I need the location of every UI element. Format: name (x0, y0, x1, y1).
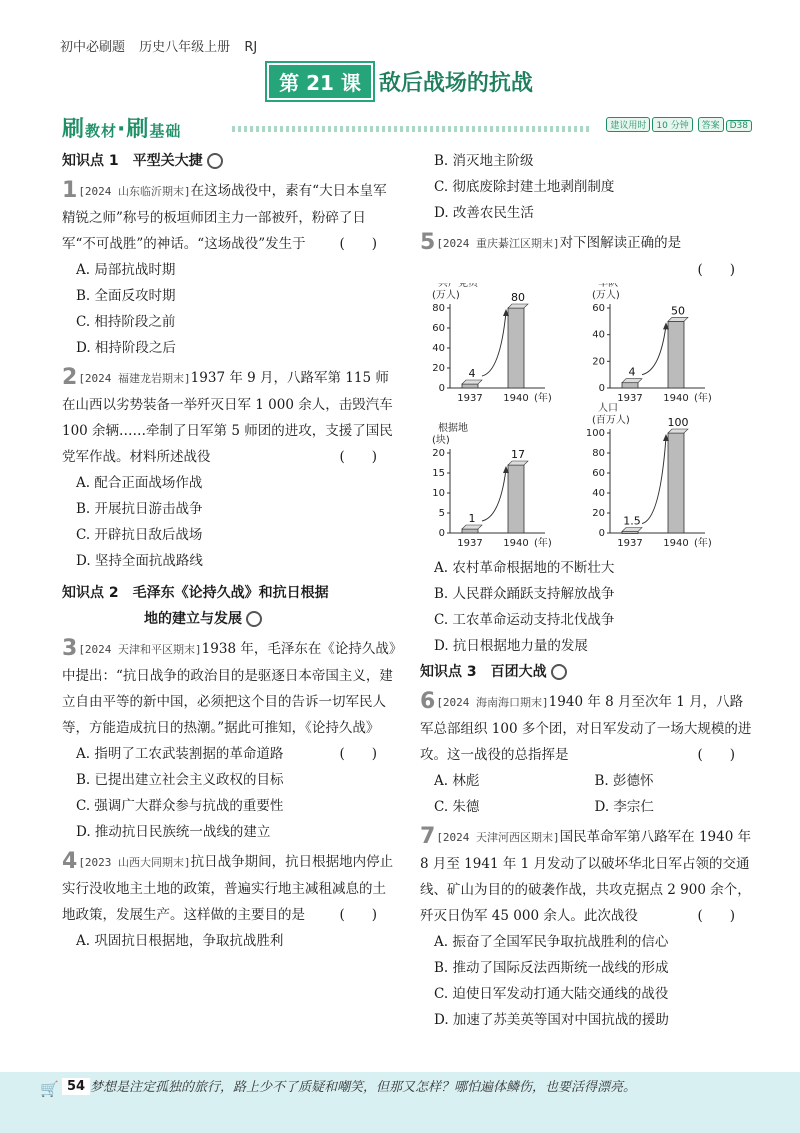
option[interactable]: B. 推动了国际反法西斯统一战线的形成 (434, 960, 669, 976)
option[interactable]: B. 已提出建立社会主义政权的目标 (76, 772, 284, 788)
chart-tick-label: 5 (438, 508, 445, 519)
answer-blank[interactable]: ( ) (697, 262, 735, 278)
question-1: 1[2024 山东临沂期末]在这场战役中，素有“大日本皇军精锐之师”称号的板垣师团主力一部被歼，粉碎了日军“不可战胜”的神话。“这场战役”发生于 ( ) A. 局部抗战时期 B. 全面反攻时期 C. 相持阶段之前 D. 相持阶段之后 (62, 178, 397, 361)
option[interactable]: A. 林彪 (434, 773, 480, 789)
chart-bar-top (508, 461, 528, 465)
chart-category-label: 1937 (617, 393, 643, 404)
chart-data-label: 1 (468, 512, 476, 525)
chart-bar-top (508, 304, 528, 308)
option[interactable]: B. 人民群众踊跃支持解放战争 (434, 586, 615, 602)
chart-category-label: 1937 (457, 393, 483, 404)
option[interactable]: D. 坚持全面抗战路线 (76, 553, 203, 569)
option[interactable]: D. 抗日根据地力量的发展 (434, 638, 588, 654)
question-5: 5[2024 重庆綦江区期末]对下图解读正确的是 ( ) 共产党员 (万人) 0 20 40 60 80 4 1937 80 1940 (年) 军队 (万人) 0 20 40 60 4 1937 50 1940 (年) 根据地 (块) 0 5 10 15 20 1 1937 17 1940 (年) 人口 (百万人) 0 20 40 60 80 100 1.5 1937 100 1940 (年) A. 农村革命根据地的不断壮大 B. 人民群众踊跃支持解放战争 C. 工农革命运动支持北伐战争 D. 抗日根据地力量的发展 (420, 230, 755, 659)
cart-icon: 🛒 (40, 1080, 59, 1098)
option[interactable]: D. 李宗仁 (594, 799, 654, 815)
chart-tick-label: 40 (432, 343, 445, 354)
chart-data-label: 4 (468, 367, 476, 380)
chart-data-label: 17 (511, 448, 525, 461)
chart-ylabel: 共产党员 (438, 283, 478, 289)
chart-ylabel: 根据地 (438, 423, 468, 434)
chart-tick-label: 20 (592, 356, 605, 368)
chart-bar (622, 383, 638, 388)
chart-category-label: 1940 (663, 393, 689, 404)
page-footer (0, 1072, 800, 1133)
question-3: 3[2024 天津和平区期末]1938 年，毛泽东在《论持久战》中提出：“抗日战争的政治目的是驱逐日本帝国主义，建立自由平等的新中国，必须把这个目的告诉一切军民人等，方能造成抗日的热潮。”据此可推知，《论持久战》 ( ) A. 指明了工农武装割据的革命道路 B. 已提出建立社会主义政权的目标 C. 强调广大群众参与抗战的重要性 D. 推动抗日民族统一战线的建立 (62, 636, 397, 845)
chart-data-label: 80 (511, 291, 525, 304)
chart-tick-label: 20 (432, 448, 445, 459)
chart-ylabel-unit: (百万人) (592, 415, 630, 426)
chart-tick-label: 0 (438, 528, 445, 539)
lesson-number: 第 21 课 (267, 63, 373, 100)
chart-tick-label: 20 (592, 508, 605, 519)
chart-ylabel: 军队 (598, 283, 618, 289)
chart-data-label: 4 (628, 365, 636, 379)
book-name: 历史八年级上册 (139, 40, 231, 55)
option[interactable]: A. 配合正面战场作战 (76, 475, 203, 491)
target-icon (207, 153, 223, 169)
banner-divider (232, 126, 592, 132)
option[interactable]: B. 彭德怀 (594, 773, 654, 789)
chart-category-label: 1940 (503, 538, 529, 549)
chart-data-label: 50 (671, 304, 685, 318)
chart-bar-top (462, 525, 482, 529)
answer-blank[interactable]: ( ) (339, 746, 377, 762)
chart-ylabel-unit: (万人) (592, 290, 620, 301)
chart-x-unit: (年) (534, 393, 552, 404)
knowledge-point-3: 知识点 3 百团大战 (420, 659, 755, 685)
chart-x-unit: (年) (534, 538, 552, 549)
target-icon (551, 664, 567, 680)
chart-ylabel: 人口 (598, 403, 618, 414)
chart-tick-label: 0 (598, 383, 605, 394)
chart-tick-label: 20 (432, 363, 445, 374)
question-4: 4[2023 山西大同期末]抗日战争期间，抗日根据地内停止实行没收地主土地的政策，普遍实行地主减租减息的土地政策，发展生产。这样做的主要目的是 ( ) A. 巩固抗日根据地，争取抗战胜利 (62, 849, 397, 954)
option[interactable]: B. 消灭地主阶级 (434, 153, 534, 169)
chart-tick-label: 60 (592, 303, 605, 314)
right-column (420, 148, 755, 1033)
lesson-name: 敌后战场的抗战 (378, 71, 533, 96)
chart-category-label: 1940 (663, 538, 689, 549)
left-column (62, 148, 397, 954)
banner-meta: 建议用时 10 分钟 答案 D38 (604, 117, 752, 132)
knowledge-point-2: 知识点 2 毛泽东《论持久战》和抗日根据 地的建立与发展 (62, 585, 329, 627)
lesson-title (0, 63, 800, 100)
question-2: 2[2024 福建龙岩期末]1937 年 9 月，八路军第 115 师在山西以劣势装备一举歼灭日军 1 000 余人，击毁汽车 100 余辆……牵制了日军第 5 师团的进攻，支援了国民党军作战。材料所述战役 ( ) A. 配合正面战场作战 B. 开展抗日游击战争 C. 开辟抗日敌后战场 D. 坚持全面抗战路线 (62, 365, 397, 574)
option[interactable]: C. 工农革命运动支持北伐战争 (434, 612, 615, 628)
option[interactable]: C. 朱德 (434, 799, 480, 815)
chart-tick-label: 60 (432, 323, 445, 334)
edition: RJ (244, 40, 258, 55)
question-6: 6[2024 海南海口期末]1940 年 8 月至次年 1 月，八路军总部组织 100 多个团，对日军发动了一场大规模的进攻。这一战役的总指挥是 ( ) A. 林彪 B. 彭德怀 C. 朱德 D. 李宗仁 (420, 689, 755, 820)
chart-figure (420, 283, 755, 555)
chart-growth-arrow (642, 325, 666, 374)
chart-bar-top (668, 317, 688, 321)
option[interactable]: B. 开展抗日游击战争 (76, 501, 203, 517)
chart-category-label: 1940 (503, 393, 529, 404)
chart-growth-arrow (482, 469, 506, 521)
chart-bar-top (462, 380, 482, 384)
chart-bar (508, 308, 524, 388)
chart-bar (668, 321, 684, 388)
chart-tick-label: 80 (592, 448, 605, 459)
option[interactable]: A. 指明了工农武装割据的革命道路 (76, 746, 284, 762)
chart-ylabel-unit: (块) (432, 435, 450, 446)
option[interactable]: D. 改善农民生活 (434, 205, 534, 221)
chart-bar (462, 384, 478, 388)
chart-data-label: 100 (667, 416, 689, 429)
target-icon (246, 611, 262, 627)
answer-blank[interactable]: ( ) (339, 236, 377, 252)
chart-category-label: 1937 (457, 538, 483, 549)
option[interactable]: D. 加速了苏美英等国对中国抗战的援助 (434, 1012, 669, 1028)
option-row (420, 794, 755, 820)
question-7: 7[2024 天津河西区期末]国民革命军第八路军在 1940 年 8 月至 1941 年 1 月发动了以破坏华北日军占领的交通线、矿山为目的的破袭作战，共攻克据点 2 900 余个，歼灭日伪军 45 000 余人。此次战役 ( ) A. 振奋了全国军民争取抗战胜利的信心 B. 推动了国际反法西斯统一战线的形成 C. 迫使日军发动打通大陆交通线的战役 D. 加速了苏美英等国对中国抗战的援助 (420, 824, 755, 1033)
answer-blank[interactable]: ( ) (339, 907, 377, 923)
page-number: 54 (62, 1078, 90, 1095)
chart-tick-label: 0 (438, 383, 445, 394)
chart-tick-label: 80 (432, 303, 445, 314)
chart-tick-label: 60 (592, 468, 605, 479)
chart-tick-label: 40 (592, 488, 605, 499)
charts-svg (420, 283, 755, 555)
option-row (420, 768, 755, 794)
chart-tick-label: 15 (432, 468, 445, 479)
option[interactable]: D. 相持阶段之后 (76, 340, 176, 356)
chart-tick-label: 100 (585, 428, 605, 439)
chart-tick-label: 0 (598, 528, 605, 539)
running-header (60, 36, 267, 55)
chart-x-unit: (年) (694, 393, 712, 404)
option[interactable]: A. 局部抗战时期 (76, 262, 176, 278)
chart-bar (508, 465, 524, 533)
series-name: 初中必刷题 (60, 40, 126, 55)
chart-bar (668, 433, 684, 533)
chart-tick-label: 40 (592, 329, 605, 341)
banner-label: 刷教材·刷基础 (62, 117, 182, 142)
option[interactable]: C. 强调广大群众参与抗战的重要性 (76, 798, 284, 814)
chart-x-unit: (年) (694, 538, 712, 549)
answer-blank[interactable]: ( ) (697, 908, 735, 924)
chart-growth-arrow (642, 437, 666, 524)
answer-blank[interactable]: ( ) (339, 449, 377, 465)
option[interactable]: A. 巩固抗日根据地，争取抗战胜利 (76, 933, 284, 949)
chart-tick-label: 10 (432, 488, 445, 499)
chart-bar-top (668, 429, 688, 433)
chart-bar-top (622, 528, 642, 532)
chart-data-label: 1.5 (623, 514, 641, 528)
chart-growth-arrow (482, 312, 506, 376)
option[interactable]: C. 迫使日军发动打通大陆交通线的战役 (434, 986, 669, 1002)
chart-ylabel-unit: (万人) (432, 290, 460, 301)
chart-bar-top (622, 379, 642, 383)
option[interactable]: C. 开辟抗日敌后战场 (76, 527, 203, 543)
option[interactable]: A. 农村革命根据地的不断壮大 (434, 560, 615, 576)
option[interactable]: C. 彻底废除封建土地剥削制度 (434, 179, 615, 195)
chart-bar (462, 529, 478, 533)
section-banner (62, 112, 752, 142)
chart-category-label: 1937 (617, 538, 643, 549)
answer-blank[interactable]: ( ) (697, 747, 735, 763)
option[interactable]: A. 振奋了全国军民争取抗战胜利的信心 (434, 934, 669, 950)
option[interactable]: D. 推动抗日民族统一战线的建立 (76, 824, 271, 840)
option[interactable]: C. 相持阶段之前 (76, 314, 176, 330)
knowledge-point-1: 知识点 1 平型关大捷 (62, 148, 397, 174)
footer-motto: 梦想是注定孤独的旅行，路上少不了质疑和嘲笑，但那又怎样？哪怕遍体鳞伤，也要活得漂亮。 (90, 1080, 637, 1095)
option[interactable]: B. 全面反攻时期 (76, 288, 176, 304)
